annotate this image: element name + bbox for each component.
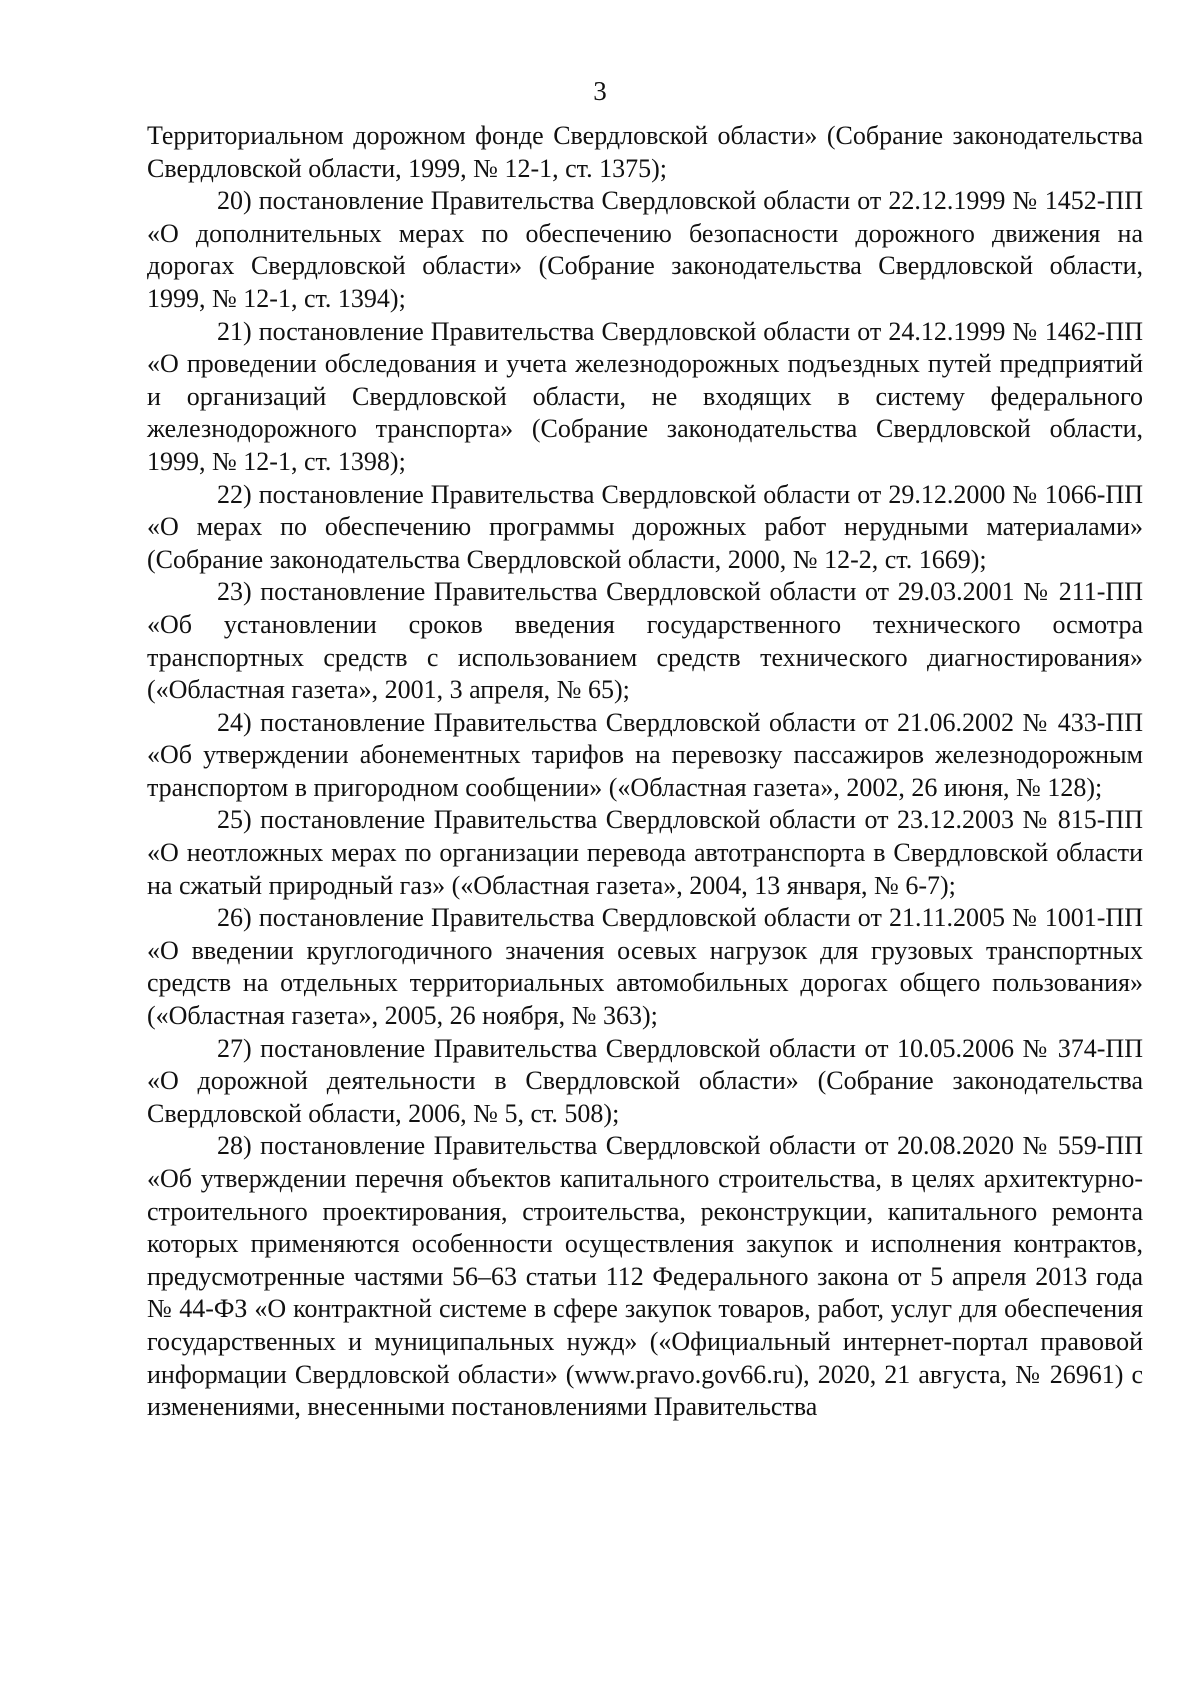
page-number: 3	[593, 76, 607, 106]
list-item-22: 22) постановление Правительства Свердловской области от 29.12.2000 № 1066-ПП «О мерах по обеспечению программы дорожных работ нерудными материалами» (Собрание законодательства Свердловской области, 2000, № 12-2, ст. 1669);	[147, 479, 1143, 574]
list-item-23: 23) постановление Правительства Свердловской области от 29.03.2001 № 211-ПП «Об установлении сроков введения государственного технического осмотра транспортных средств с использованием средств технического диагностирования» («Областная газета», 2001, 3 апреля, № 65);	[147, 577, 1143, 705]
list-item-25: 25) постановление Правительства Свердловской области от 23.12.2003 № 815-ПП «О неотложных мерах по организации перевода автотранспорта в Свердловской области на сжатый природный газ» («Областная газета», 2004, 13 января, № 6-7);	[147, 805, 1143, 900]
paragraph-continuation: Территориальном дорожном фонде Свердловской области» (Собрание законодательства Свердловской области, 1999, № 12-1, ст. 1375);	[147, 121, 1143, 183]
list-item-27: 27) постановление Правительства Свердловской области от 10.05.2006 № 374-ПП «О дорожной деятельности в Свердловской области» (Собрание законодательства Свердловской области, 2006, № 5, ст. 508);	[147, 1033, 1143, 1128]
list-item-26: 26) постановление Правительства Свердловской области от 21.11.2005 № 1001-ПП «О введении круглогодичного значения осевых нагрузок для грузовых транспортных средств на отдельных территориальных автомобильных дорогах общего пользования» («Областная газета», 2005, 26 ноября, № 363);	[147, 903, 1143, 1031]
list-item-24: 24) постановление Правительства Свердловской области от 21.06.2002 № 433-ПП «Об утверждении абонементных тарифов на перевозку пассажиров железнодорожным транспортом в пригородном сообщении» («Областная газета», 2002, 26 июня, № 128);	[147, 707, 1143, 802]
list-item-20: 20) постановление Правительства Свердловской области от 22.12.1999 № 1452-ПП «О дополнительных мерах по обеспечению безопасности дорожного движения на дорогах Свердловской области» (Собрание законодательства Свердловской области, 1999, № 12-1, ст. 1394);	[147, 186, 1143, 313]
list-item-21: 21) постановление Правительства Свердловской области от 24.12.1999 № 1462-ПП «О проведении обследования и учета железнодорожных подъездных путей предприятий и организаций Свердловской области, не входящих в систему федерального железнодорожного транспорта» (Собрание законодательства Свердловской области, 1999, № 12-1, ст. 1398);	[147, 316, 1143, 476]
list-item-28: 28) постановление Правительства Свердловской области от 20.08.2020 № 559-ПП «Об утверждении перечня объектов капитального строительства, в целях архитектурно-строительного проектирования, строительства, реконструкции, капитального ремонта которых применяются особенности осуществления закупок и исполнения контрактов, предусмотренные частями 56–63 статьи 112 Федерального закона от 5 апреля 2013 года № 44-ФЗ «О контрактной системе в сфере закупок товаров, работ, услуг для обеспечения государственных и муниципальных нужд» («Официальный интернет-портал правовой информации Свердловской области» (www.pravo.gov66.ru), 2020, 21 августа, № 26961) с изменениями, внесенными постановлениями Правительства	[147, 1131, 1143, 1422]
document-body	[147, 120, 1143, 1424]
